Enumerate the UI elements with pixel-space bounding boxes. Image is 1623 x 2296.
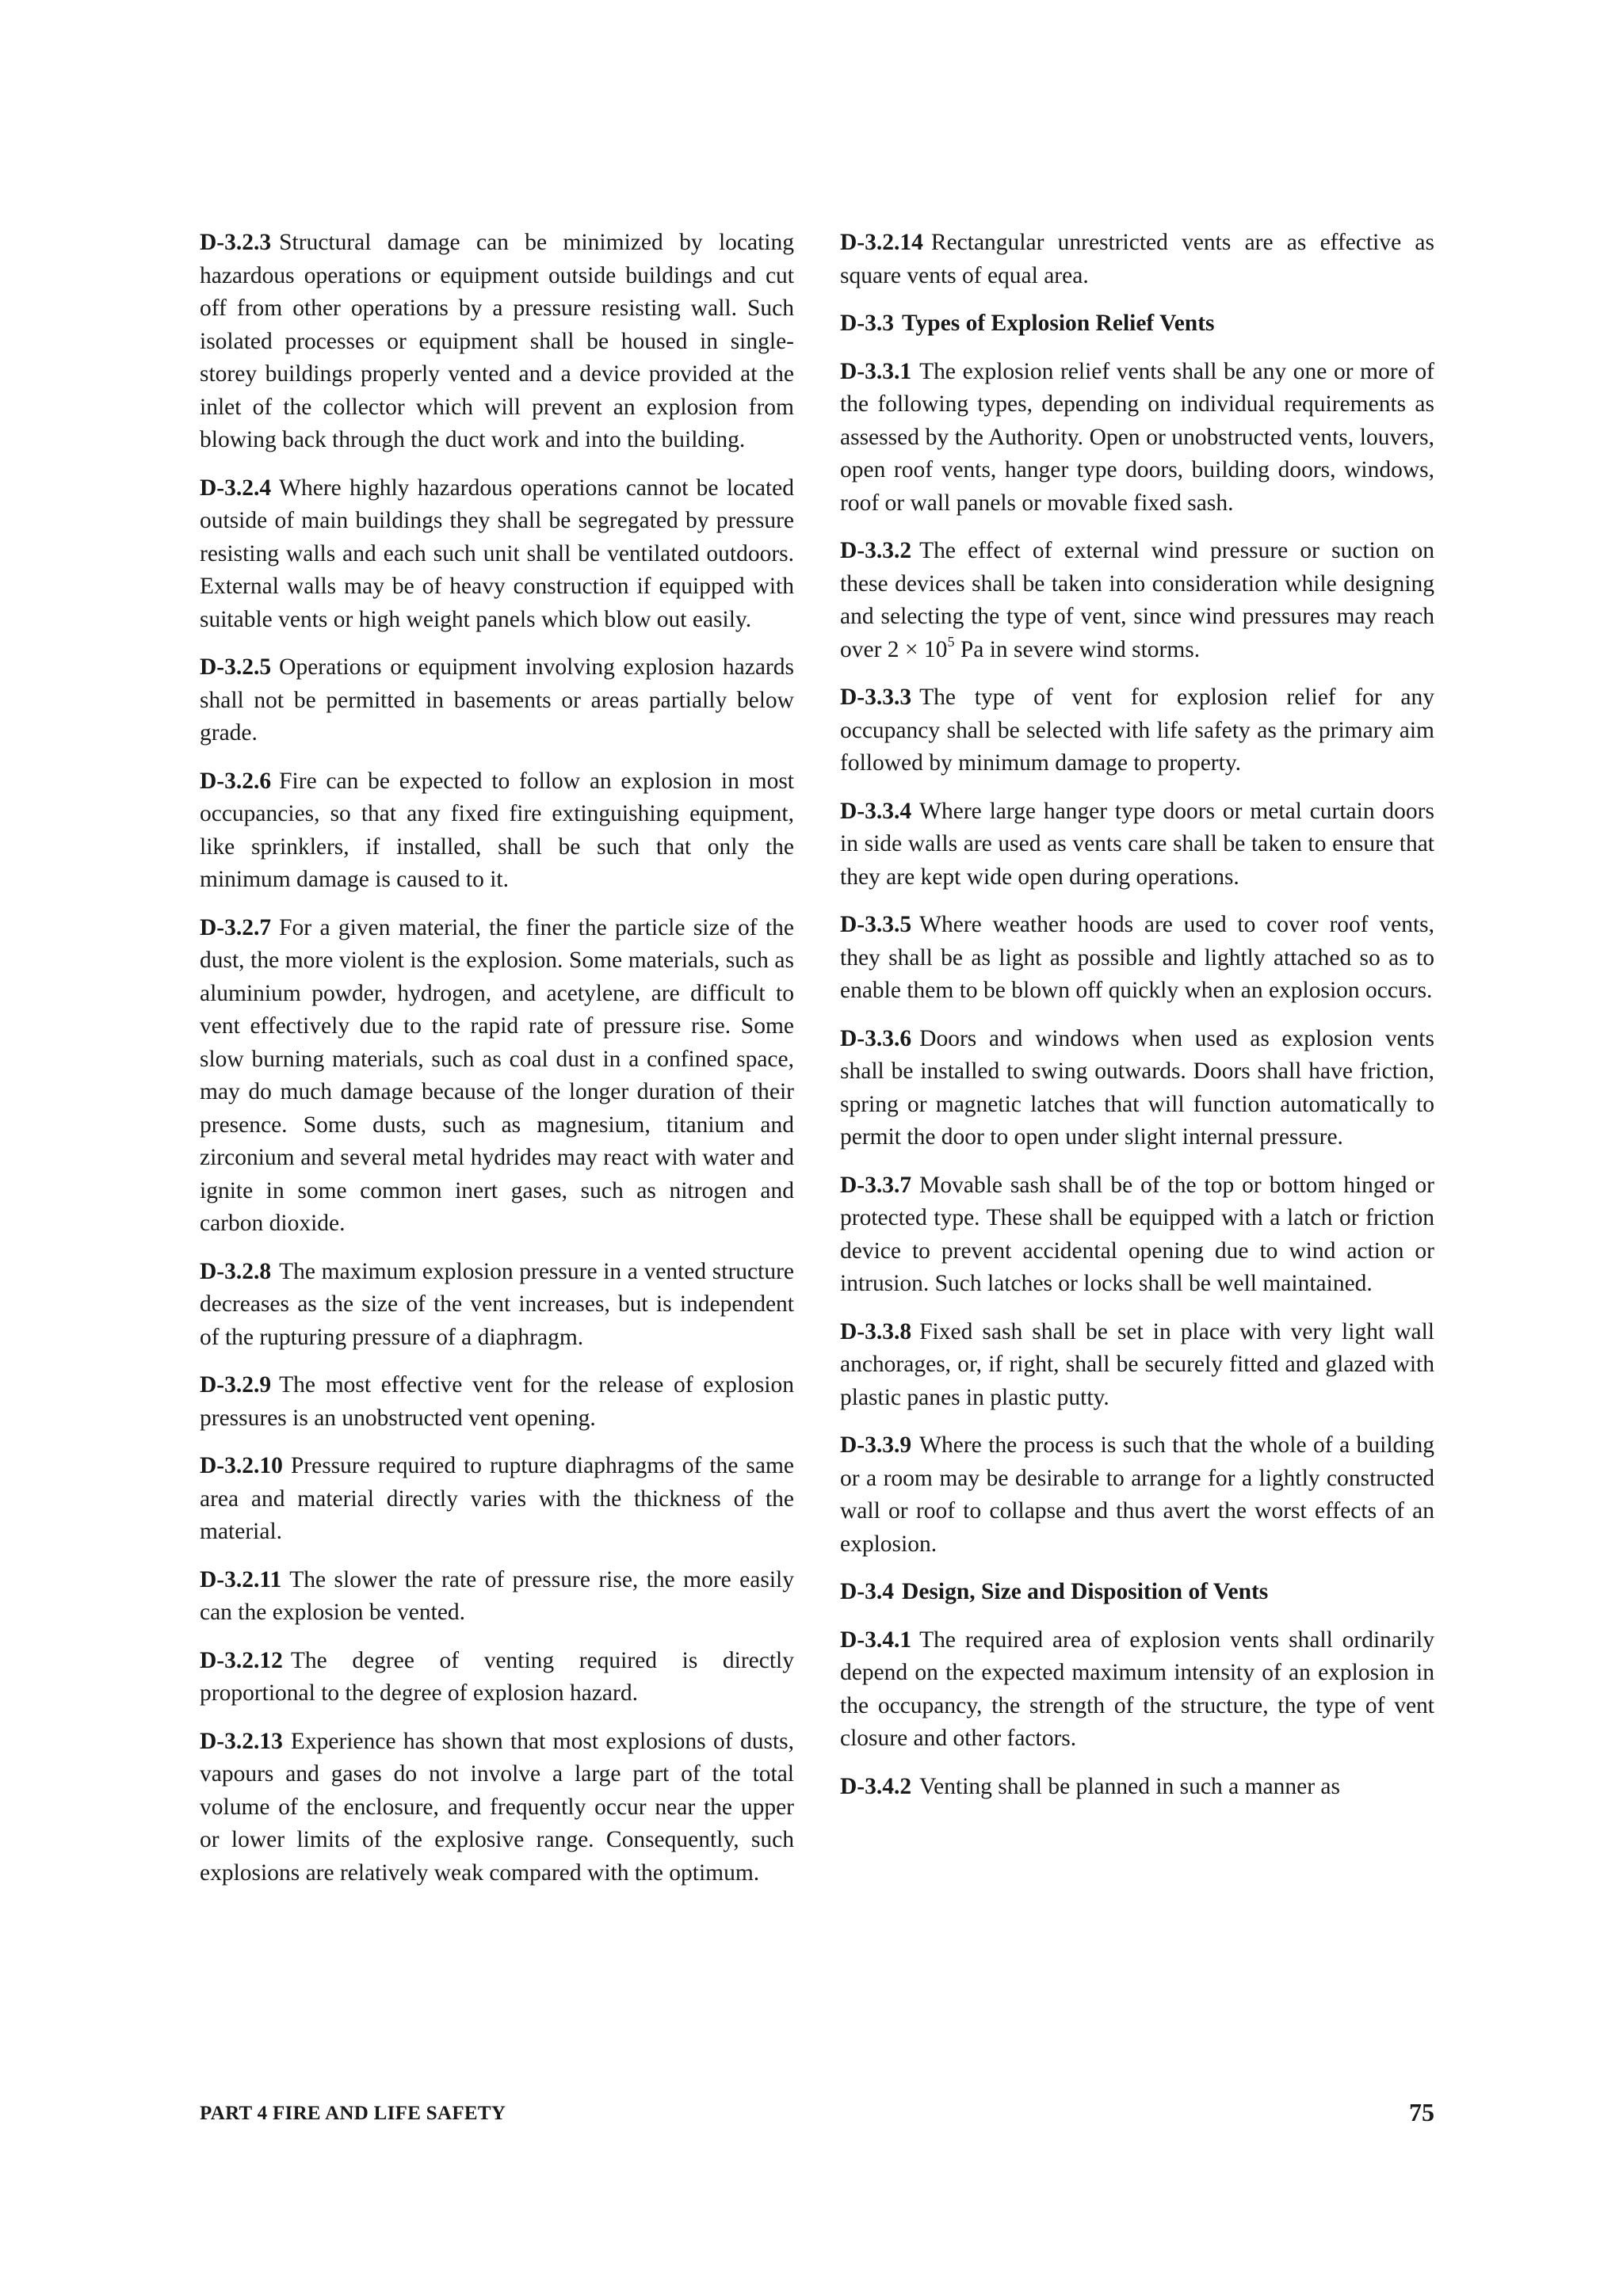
clause-d-3-2-13 [200, 1726, 794, 1890]
clause-text-before: The effect of external wind pressure or suction on these devices shall be taken into consideration while designing and selecting the type of vent, since wind pressures may reach over 2 × 10 [840, 538, 1434, 662]
left-column [200, 227, 794, 1905]
clause-d-3-2-12 [200, 1645, 794, 1711]
clause-text: Doors and windows when used as explosion vents shall be installed to swing outwards. Doors shall have friction, spring or magnetic latches that will function automatically to permit the door to open under slight internal pressure. [840, 1025, 1434, 1150]
clause-d-3-3-1 [840, 356, 1434, 521]
footer-section-title: PART 4 FIRE AND LIFE SAFETY [200, 2103, 506, 2124]
clause-number: D-3.4.2 [840, 1773, 912, 1799]
clause-number: D-3.3.1 [840, 358, 912, 384]
clause-number: D-3.3.9 [840, 1432, 912, 1458]
clause-number: D-3.2.10 [200, 1453, 283, 1478]
clause-number: D-3.3.3 [840, 685, 912, 710]
clause-number: D-3.3.7 [840, 1172, 912, 1198]
clause-text: Where the process is such that the whole of a building or a room may be desirable to arrange for a lightly constructed wall or roof to collapse and thus avert the worst effects of an explosion. [840, 1432, 1434, 1557]
clause-d-3-3-3 [840, 681, 1434, 780]
clause-number: D-3.2.6 [200, 768, 272, 794]
clause-text: The maximum explosion pressure in a vented structure decreases as the size of the vent increases, but is independent of the rupturing pressure of a diaphragm. [200, 1258, 794, 1350]
section-heading-d-3-3 [840, 307, 1434, 341]
clause-text: Movable sash shall be of the top or bottom hinged or protected type. These shall be equipped with a latch or friction device to prevent accidental opening due to wind action or intrusion. Such latches or locks shall be well maintained. [840, 1172, 1434, 1296]
clause-number: D-3.2.9 [200, 1372, 272, 1398]
superscript-exponent: 5 [947, 633, 955, 650]
clause-text: Where weather hoods are used to cover roof vents, they shall be as light as possible and lightly attached so as to enable them to be blown off quickly when an explosion occurs. [840, 912, 1434, 1003]
section-heading-d-3-4 [840, 1576, 1434, 1609]
clause-number: D-3.2.4 [200, 475, 272, 501]
page-number: 75 [1409, 2098, 1434, 2126]
clause-d-3-2-10 [200, 1450, 794, 1549]
clause-d-3-3-5 [840, 909, 1434, 1008]
clause-text: Operations or equipment involving explosion hazards shall not be permitted in basements or areas partially below grade. [200, 654, 794, 746]
clause-number: D-3.2.14 [840, 230, 923, 255]
clause-d-3-3-9 [840, 1429, 1434, 1561]
clause-number: D-3.3.4 [840, 798, 912, 824]
clause-d-3-3-6 [840, 1023, 1434, 1154]
section-number: D-3.4 [840, 1579, 895, 1604]
clause-d-3-2-6 [200, 765, 794, 897]
clause-text: Structural damage can be minimized by locating hazardous operations or equipment outside buildings and cut off from other operations by a pressure resisting wall. Such isolated processes or equipment shall be housed in single-storey buildings properly vented and a device provided at the inlet of the collector which will prevent an explosion from blowing back through the duct work and into the building. [200, 230, 794, 452]
clause-number: D-3.2.11 [200, 1566, 282, 1592]
clause-number: D-3.2.12 [200, 1647, 283, 1673]
clause-number: D-3.3.8 [840, 1318, 912, 1344]
clause-text: Where highly hazardous operations cannot be located outside of main buildings they shall be segregated by pressure resisting walls and each such unit shall be ventilated outdoors. External walls may be of heavy construction if equipped with suitable vents or high weight panels which blow out easily. [200, 475, 794, 632]
clause-text: For a given material, the finer the particle size of the dust, the more violent is the explosion. Some materials, such as aluminium powder, hydrogen, and acetylene, are difficult to vent effectively due to the rapid rate of pressure rise. Some slow burning materials, such as coal dust in a confined space, may do much damage because of the longer duration of their presence. Some dusts, such as magnesium, titanium and zirconium and several metal hydrides may react with water and ignite in some common inert gases, such as nitrogen and carbon dioxide. [200, 914, 794, 1236]
clause-text: The degree of venting required is directly proportional to the degree of explosion hazard. [200, 1647, 794, 1706]
clause-d-3-2-14 [840, 227, 1434, 292]
clause-d-3-3-4 [840, 795, 1434, 894]
section-title: Types of Explosion Relief Vents [902, 311, 1215, 336]
clause-d-3-2-11 [200, 1564, 794, 1630]
clause-d-3-3-7 [840, 1169, 1434, 1301]
clause-d-3-2-8 [200, 1256, 794, 1355]
clause-number: D-3.2.13 [200, 1728, 283, 1754]
section-title: Design, Size and Disposition of Vents [902, 1579, 1269, 1604]
clause-text: The explosion relief vents shall be any one or more of the following types, depending on individual requirements as assessed by the Authority. Open or unobstructed vents, louvers, open roof vents, hanger type doors, building doors, windows, roof or wall panels or movable fixed sash. [840, 358, 1434, 516]
clause-d-3-4-2 [840, 1771, 1434, 1804]
clause-text: Venting shall be planned in such a manner as [919, 1773, 1340, 1799]
clause-d-3-3-8 [840, 1316, 1434, 1415]
clause-number: D-3.2.3 [200, 230, 272, 255]
clause-text: The required area of explosion vents shall ordinarily depend on the expected maximum intensity of an explosion in the occupancy, the strength of the structure, the type of vent closure and other factors. [840, 1627, 1434, 1751]
clause-number: D-3.3.2 [840, 538, 912, 563]
section-number: D-3.3 [840, 311, 895, 336]
clause-text: Where large hanger type doors or metal curtain doors in side walls are used as vents care shall be taken to ensure that they are kept wide open during operations. [840, 798, 1434, 890]
clause-number: D-3.4.1 [840, 1627, 912, 1653]
clause-text: Fire can be expected to follow an explosion in most occupancies, so that any fixed fire extinguishing equipment, like sprinklers, if installed, shall be such that only the minimum damage is caused to it. [200, 768, 794, 892]
clause-number: D-3.3.6 [840, 1025, 912, 1051]
clause-number: D-3.2.7 [200, 914, 272, 940]
clause-number: D-3.3.5 [840, 912, 912, 937]
clause-d-3-2-3 [200, 227, 794, 457]
right-column [840, 227, 1434, 1818]
clause-d-3-2-5 [200, 651, 794, 750]
clause-d-3-2-4 [200, 472, 794, 637]
clause-text: Fixed sash shall be set in place with very light wall anchorages, or, if right, shall be securely fitted and glazed with plastic panes in plastic putty. [840, 1318, 1434, 1410]
clause-d-3-2-7 [200, 912, 794, 1241]
clause-text: Pressure required to rupture diaphragms of the same area and material directly varies with the thickness of the material. [200, 1453, 794, 1544]
clause-text: The slower the rate of pressure rise, the more easily can the explosion be vented. [200, 1566, 794, 1625]
clause-text: Rectangular unrestricted vents are as effective as square vents of equal area. [840, 230, 1434, 288]
clause-number: D-3.2.5 [200, 654, 272, 680]
clause-d-3-2-9 [200, 1369, 794, 1435]
clause-d-3-3-2 [840, 535, 1434, 666]
clause-text: The type of vent for explosion relief for any occupancy shall be selected with life safety as the primary aim followed by minimum damage to property. [840, 685, 1434, 776]
clause-text: Experience has shown that most explosions of dusts, vapours and gases do not involve a large part of the total volume of the enclosure, and frequently occur near the upper or lower limits of the explosive range. Consequently, such explosions are relatively weak compared with the optimum. [200, 1728, 794, 1886]
clause-text-after: Pa in severe wind storms. [954, 636, 1201, 662]
clause-d-3-4-1 [840, 1624, 1434, 1756]
clause-number: D-3.2.8 [200, 1258, 272, 1284]
clause-text: The most effective vent for the release of explosion pressures is an unobstructed vent opening. [200, 1372, 794, 1431]
